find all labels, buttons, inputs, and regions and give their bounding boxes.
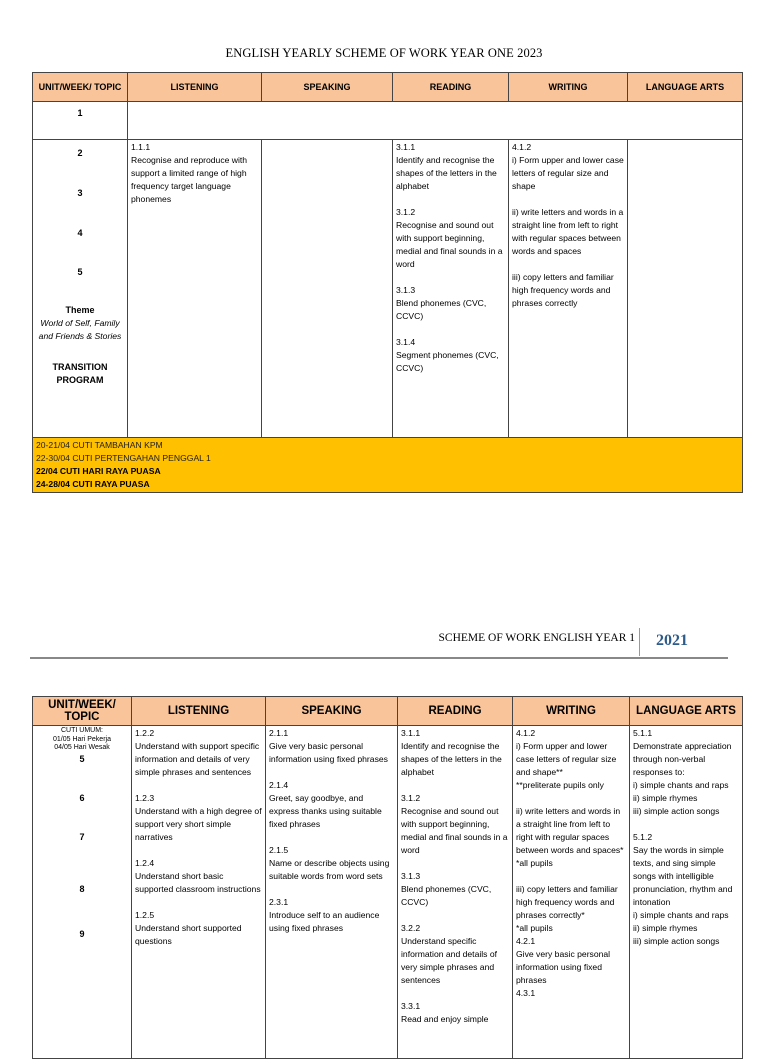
cell-text-line: 5.1.2 (633, 832, 653, 842)
cell-text-line: 1.2.4 (135, 858, 155, 868)
week-number: 8 (79, 883, 85, 894)
reading-cell (398, 726, 513, 1059)
cell-text-line: 3.1.2 (401, 793, 421, 803)
paragraph-gap (269, 766, 394, 779)
page2-title: SCHEME OF WORK ENGLISH YEAR 1 (438, 632, 635, 644)
cell-text-line: 4.1.2 (512, 142, 532, 152)
cell-text-line: Recognise and sound out with support beginning, medial and final sounds in a word (401, 806, 508, 855)
cell-text-line: Give very basic personal information using fixed phrases (516, 949, 611, 985)
holiday-line: 24-28/04 CUTI RAYA PUASA (36, 479, 150, 489)
cell-text-line: 3.2.2 (401, 923, 421, 933)
speaking-cell (266, 726, 398, 1059)
language-arts-cell (630, 726, 743, 1059)
table-header-row (33, 697, 743, 726)
paragraph-gap (396, 193, 505, 206)
week-number: 4 (77, 228, 83, 238)
cell-text-line: Understand short supported questions (135, 923, 242, 946)
paragraph-gap (401, 909, 509, 922)
paragraph-gap (269, 831, 394, 844)
cell-text-line: Understand specific information and details of very simple phrases and sentences (401, 936, 498, 985)
cell-text-line: Give very basic personal information using fixed phrases (269, 741, 388, 764)
cell-text-line: 3.1.1 (396, 142, 416, 152)
cell-text-line: i) Form upper and lower case letters of regular size and shape (512, 155, 624, 191)
theme-value: World of Self, Family and Friends & Stories (38, 318, 122, 341)
header-unit-week-topic: UNIT/WEEK/ TOPIC (33, 73, 128, 102)
week-number: 7 (79, 831, 85, 842)
paragraph-gap (516, 792, 626, 805)
table-row-week-1 (33, 102, 743, 140)
cell-text-line: Understand short basic supported classroom instructions (135, 871, 261, 894)
cell-text-line: Recognise and reproduce with support a limited range of high frequency target language phonemes (131, 155, 248, 204)
header-unit-week-topic: UNIT/WEEK/ TOPIC (33, 697, 132, 726)
header-listening: LISTENING (128, 73, 262, 102)
page-title: ENGLISH YEARLY SCHEME OF WORK YEAR ONE 2023 (225, 46, 543, 60)
header-language-arts: LANGUAGE ARTS (630, 697, 743, 726)
cell-text-line: i) Form upper and lower case letters of regular size and shape** (516, 741, 617, 777)
header-listening: LISTENING (132, 697, 266, 726)
cell-text-line: 1.1.1 (131, 142, 151, 152)
paragraph-gap (135, 896, 262, 909)
cuti-date: 04/05 Hari Wesak (54, 744, 110, 751)
week-number: 9 (79, 928, 85, 939)
page2-year: 2021 (656, 632, 688, 649)
week-number: 1 (77, 108, 83, 118)
cell-text-line: Blend phonemes (CVC, CCVC) (401, 884, 492, 907)
week-1-content-cell (128, 102, 743, 140)
cell-text-line: Say the words in simple texts, and sing simple songs with intelligible pronunciation, rhythm and intonation (633, 845, 733, 907)
cell-text-line: 3.1.4 (396, 337, 416, 347)
paragraph-gap (633, 818, 739, 831)
header-writing: WRITING (513, 697, 630, 726)
header-writing: WRITING (509, 73, 628, 102)
paragraph-gap (269, 883, 394, 896)
writing-cell (513, 726, 630, 1059)
cell-text-line: 2.1.1 (269, 728, 289, 738)
header-rule (30, 657, 728, 659)
unit-week-topic-cell (33, 726, 132, 1059)
cell-text-line: i) simple chants and raps (633, 780, 729, 790)
holiday-line: 22-30/04 CUTI PERTENGAHAN PENGGAL 1 (36, 453, 211, 463)
cell-text-line: Understand with support specific information and details of very simple phrases and sentences (135, 741, 260, 777)
cell-text-line: *all pupils (516, 858, 553, 868)
transition-program-label: TRANSITION PROGRAM (52, 362, 108, 385)
paragraph-gap (401, 987, 509, 1000)
header-speaking: SPEAKING (262, 73, 393, 102)
cell-text-line: iii) simple action songs (633, 806, 720, 816)
cell-text-line: Recognise and sound out with support beginning, medial and final sounds in a word (396, 220, 503, 269)
cell-text-line: 1.2.3 (135, 793, 155, 803)
cell-text-line: 3.1.3 (396, 285, 416, 295)
week-number: 3 (77, 188, 83, 198)
cell-text-line: Name or describe objects using suitable words from word sets (269, 858, 390, 881)
writing-cell (509, 140, 628, 439)
cell-text-line: Demonstrate appreciation through non-verbal responses to: (633, 741, 732, 777)
cell-text-line: iii) simple action songs (633, 936, 720, 946)
cell-text-line: 1.2.5 (135, 910, 155, 920)
cell-text-line: Identify and recognise the shapes of the letters in the alphabet (396, 155, 497, 191)
paragraph-gap (401, 779, 509, 792)
page2-header (30, 628, 728, 658)
cell-text-line: i) simple chants and raps (633, 910, 729, 920)
header-reading: READING (398, 697, 513, 726)
cell-text-line: iii) copy letters and familiar high frequency words and phrases correctly (512, 272, 614, 308)
paragraph-gap (401, 857, 509, 870)
cell-text-line: Identify and recognise the shapes of the letters in the alphabet (401, 741, 502, 777)
header-speaking: SPEAKING (266, 697, 398, 726)
table-row-weeks-5-9 (33, 726, 743, 1059)
cell-text-line: 4.3.1 (516, 988, 536, 998)
cell-text-line: 2.1.5 (269, 845, 289, 855)
week-number: 5 (79, 753, 85, 764)
holiday-line: 20-21/04 CUTI TAMBAHAN KPM (36, 440, 163, 450)
cell-text-line: Read and enjoy simple (401, 1014, 489, 1024)
cell-text-line: 5.1.1 (633, 728, 653, 738)
cell-text-line: 3.1.3 (401, 871, 421, 881)
paragraph-gap (135, 779, 262, 792)
cell-text-line: 3.1.1 (401, 728, 421, 738)
cuti-date: 01/05 Hari Pekerja (53, 735, 111, 743)
cell-text-line: **preliterate pupils only (516, 780, 604, 790)
paragraph-gap (512, 258, 624, 271)
cell-text-line: 3.1.2 (396, 207, 416, 217)
cell-text-line: 4.2.1 (516, 936, 536, 946)
table-header-row (33, 73, 743, 102)
cell-text-line: ii) write letters and words in a straight line from left to right with regular spaces between words and spaces (512, 207, 624, 256)
header-language-arts: LANGUAGE ARTS (628, 73, 743, 102)
scheme-table-2023 (32, 72, 743, 439)
theme-label: Theme (65, 305, 95, 315)
cell-text-line: Understand with a high degree of support very short simple narratives (135, 806, 262, 842)
holiday-line: 22/04 CUTI HARI RAYA PUASA (36, 466, 161, 476)
week-number: 5 (77, 267, 83, 277)
week-number: 6 (79, 792, 85, 803)
week-cell (33, 102, 128, 140)
cell-text-line: *all pupils (516, 923, 553, 933)
cell-text-line: ii) simple rhymes (633, 793, 698, 803)
holiday-notice-band (32, 437, 743, 493)
paragraph-gap (516, 870, 626, 883)
cell-text-line: 2.3.1 (269, 897, 289, 907)
week-number: 2 (77, 148, 83, 158)
language-arts-cell (628, 140, 743, 439)
unit-week-topic-cell (33, 140, 128, 439)
cell-text-line: ii) write letters and words in a straight line from left to right with regular spaces between words and spaces* (516, 806, 624, 855)
paragraph-gap (396, 323, 505, 336)
cell-text-line: Segment phonemes (CVC, CCVC) (396, 350, 499, 373)
cell-text-line: Blend phonemes (CVC, CCVC) (396, 298, 487, 321)
cell-text-line: Greet, say goodbye, and express thanks using suitable fixed phrases (269, 793, 382, 829)
header-reading: READING (393, 73, 509, 102)
cell-text-line: 2.1.4 (269, 780, 289, 790)
scheme-table-2021 (32, 696, 743, 1059)
cell-text-line: 3.3.1 (401, 1001, 421, 1011)
cell-text-line: 1.2.2 (135, 728, 155, 738)
listening-cell (132, 726, 266, 1059)
paragraph-gap (396, 271, 505, 284)
paragraph-gap (512, 193, 624, 206)
cell-text-line: iii) copy letters and familiar high frequency words and phrases correctly* (516, 884, 618, 920)
cell-text-line: ii) simple rhymes (633, 923, 698, 933)
header-divider (639, 628, 640, 656)
cell-text-line: 4.1.2 (516, 728, 536, 738)
cuti-umum-label: CUTI UMUM: (61, 727, 103, 734)
speaking-cell (262, 140, 393, 439)
reading-cell (393, 140, 509, 439)
listening-cell (128, 140, 262, 439)
table-row-weeks-2-5 (33, 140, 743, 439)
paragraph-gap (135, 844, 262, 857)
cell-text-line: Introduce self to an audience using fixed phrases (269, 910, 380, 933)
